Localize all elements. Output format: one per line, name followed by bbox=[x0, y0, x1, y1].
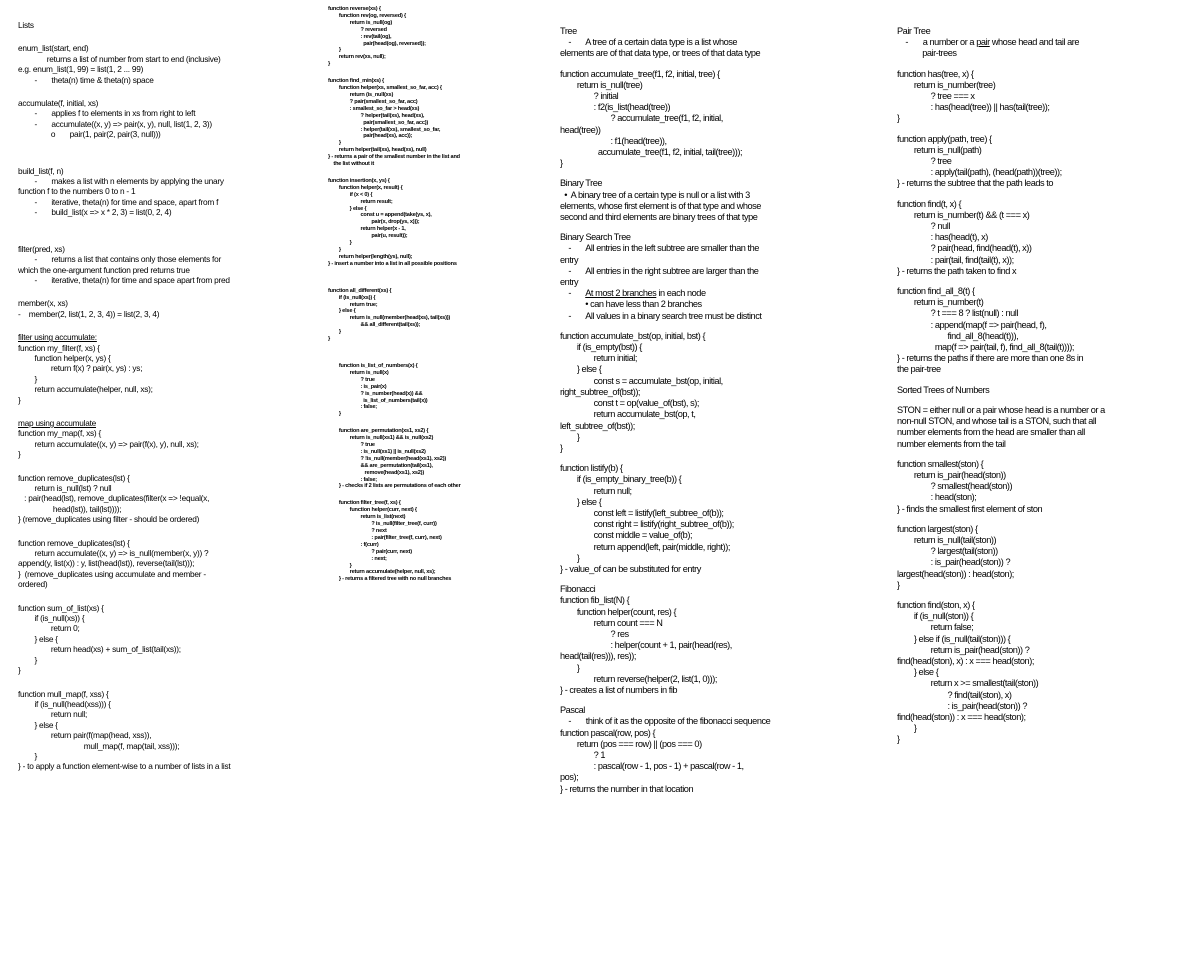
text-line: : false; bbox=[328, 476, 377, 483]
text-line: } else { bbox=[18, 633, 58, 644]
text-line: function smallest(ston) { bbox=[897, 458, 984, 469]
text-line: } else { bbox=[560, 364, 602, 375]
text-line: Lists bbox=[18, 20, 34, 30]
text-line: return pair(f(map(head, xss)), bbox=[18, 730, 152, 741]
text-line bbox=[18, 418, 323, 428]
text-line: return reverse(helper(2, list(1, 0))); bbox=[560, 673, 717, 684]
text-line: - a number or a pair whose head and tail are bbox=[897, 37, 1080, 48]
text-line: - iterative, theta(n) for time and space apart from pred bbox=[18, 274, 230, 285]
text-line bbox=[897, 515, 1193, 524]
text-line bbox=[18, 30, 323, 43]
text-line: if (is_empty(bst)) { bbox=[560, 342, 642, 353]
text-line: return null; bbox=[18, 709, 88, 720]
text-line: left_subtree_of(bst)); bbox=[560, 420, 635, 431]
text-line bbox=[560, 575, 882, 584]
text-line: } - returns the paths if there are more than one 8s in bbox=[897, 353, 1084, 364]
text-line: } - returns the subtree that the path leads to bbox=[897, 178, 1054, 189]
text-line bbox=[560, 322, 882, 331]
text-line: } bbox=[18, 373, 37, 384]
text-line: - applies f to elements in xs from right to left bbox=[18, 108, 196, 119]
text-line: } else { bbox=[897, 667, 939, 678]
text-line: return accumulate((x, y) => is_null(member(x, y)) ? bbox=[18, 548, 209, 559]
text-line: Tree bbox=[560, 26, 577, 36]
text-line: if (is_null(ston)) { bbox=[897, 611, 974, 622]
text-line bbox=[18, 460, 323, 473]
text-line: : false; bbox=[328, 404, 377, 411]
text-line: return rev(xs, null); bbox=[328, 54, 386, 61]
text-line: } else { bbox=[328, 308, 356, 315]
text-line: return is_null(path) bbox=[897, 144, 982, 155]
text-line: return is_null(og) bbox=[328, 19, 393, 26]
text-line: } (remove_duplicates using accumulate and member - bbox=[18, 568, 206, 579]
text-line: return null; bbox=[560, 485, 632, 496]
column-functions bbox=[328, 6, 550, 935]
text-line bbox=[18, 218, 323, 231]
text-line bbox=[18, 405, 323, 418]
text-line: map(f => pair(tail, f), find_all_8(tail(t)))); bbox=[897, 342, 1074, 353]
text-line: } - returns the number in that location bbox=[560, 783, 694, 794]
text-line: return accumulate(helper, null, xs); bbox=[18, 384, 153, 395]
text-line: return count === N bbox=[560, 617, 663, 628]
text-line bbox=[328, 68, 550, 78]
text-line: return is_null(tail(ston)) bbox=[897, 534, 997, 545]
text-line: function find_min(xs) { bbox=[328, 78, 384, 85]
text-line: } bbox=[18, 665, 21, 676]
text-line: } bbox=[328, 140, 341, 147]
text-line: Binary Search Tree bbox=[560, 232, 631, 243]
text-line: function has(tree, x) { bbox=[897, 68, 974, 79]
text-line bbox=[18, 676, 323, 689]
text-line: ? pair(smallest_so_far, acc) bbox=[328, 98, 418, 105]
text-line: return (pos === row) || (pos === 0) bbox=[560, 738, 702, 749]
text-line: function accumulate_tree(f1, f2, initial, tree) { bbox=[560, 68, 720, 79]
text-line: ? res bbox=[560, 628, 629, 639]
text-line bbox=[897, 190, 1193, 199]
text-line: const s = accumulate_bst(op, initial, bbox=[560, 375, 723, 386]
text-line: : is_null(xs1) || is_null(xs2) bbox=[328, 448, 426, 455]
text-line: function apply(path, tree) { bbox=[897, 133, 992, 144]
text-line: : f2(is_list(head(tree)) bbox=[560, 102, 671, 113]
text-line: - All values in a binary search tree must be distinct bbox=[560, 310, 762, 321]
text-line: accumulate_tree(f1, f2, initial, tail(tree))); bbox=[560, 147, 743, 158]
text-line: ? is_null(filter_tree(f, curr)) bbox=[328, 521, 437, 528]
text-line: return false; bbox=[897, 622, 974, 633]
text-line: } bbox=[897, 723, 917, 734]
text-line: return helper(x - 1, bbox=[328, 226, 406, 233]
text-line: ? helper(tail(xs), head(xs), bbox=[328, 112, 425, 119]
text-line: return is_null(lst) ? null bbox=[18, 483, 112, 493]
text-line: append(y, list(x)) : y, list(head(lst)), reverse(tail(lst))); bbox=[18, 558, 195, 569]
text-line: } bbox=[560, 442, 563, 453]
text-line: ? reversed bbox=[328, 26, 387, 33]
text-line: && are_permutation(tail(xs1), bbox=[328, 462, 433, 469]
text-line: } bbox=[328, 562, 352, 569]
text-line bbox=[897, 277, 1193, 286]
text-line bbox=[897, 450, 1193, 459]
text-line: } else { bbox=[328, 205, 367, 212]
text-line bbox=[897, 591, 1193, 600]
text-line: function mull_map(f, xss) { bbox=[18, 688, 109, 699]
text-line: function find(ston, x) { bbox=[897, 599, 975, 610]
text-line: ? largest(tail(ston)) bbox=[897, 546, 998, 557]
text-line: function listify(b) { bbox=[560, 463, 623, 474]
text-line: • A binary tree of a certain type is null or a list with 3 bbox=[560, 189, 750, 200]
text-line: : rev(tail(og), bbox=[328, 33, 392, 40]
text-line bbox=[18, 525, 323, 538]
text-line: ? null bbox=[897, 221, 950, 232]
text-line: entry bbox=[560, 277, 579, 288]
text-line: function are_permutation(xs1, xs2) { bbox=[328, 428, 429, 435]
text-line: function find_all_8(t) { bbox=[897, 286, 975, 297]
underlined-text: filter using accumulate: bbox=[18, 332, 97, 343]
text-line: ? t === 8 ? list(null) : null bbox=[897, 308, 1018, 319]
text-line bbox=[328, 490, 550, 500]
column-lists bbox=[18, 20, 323, 949]
text-line: const left = listify(left_subtree_of(b)); bbox=[560, 507, 724, 518]
text-line: • can have less than 2 branches bbox=[560, 299, 702, 310]
text-line: } bbox=[560, 431, 580, 442]
text-line: } - value_of can be substituted for entry bbox=[560, 563, 701, 574]
text-line: which the one-argument function pred returns true bbox=[18, 264, 190, 275]
text-line bbox=[18, 140, 323, 153]
text-line: : apply(tail(path), (head(path))(tree)); bbox=[897, 167, 1062, 178]
text-line: elements are of that data type, or trees of that data type bbox=[560, 48, 761, 59]
text-line: non-null STON, and whose tail is a STON, such that all bbox=[897, 416, 1097, 427]
text-line: } bbox=[328, 47, 341, 54]
text-line: } bbox=[897, 734, 900, 745]
text-line: function helper(xs, smallest_so_far, acc) { bbox=[328, 85, 442, 92]
text-line: : has(head(tree)) || has(tail(tree)); bbox=[897, 102, 1050, 113]
text-line bbox=[18, 231, 323, 244]
text-line: } - to apply a function element-wise to a number of lists in a list bbox=[18, 761, 231, 772]
text-line bbox=[328, 268, 550, 278]
text-line: ? accumulate_tree(f1, f2, initial, bbox=[560, 113, 723, 124]
text-line: function my_filter(f, xs) { bbox=[18, 342, 100, 353]
text-line: : pair(head(lst), remove_duplicates(filter(x => !equal(x, bbox=[18, 493, 210, 504]
text-line: function helper(x, ys) { bbox=[18, 352, 111, 363]
text-line: o pair(1, pair(2, pair(3, null))) bbox=[18, 129, 161, 140]
text-line: remove(head(xs1), xs2)) bbox=[328, 469, 425, 476]
text-line: const t = op(value_of(bst), s); bbox=[560, 398, 699, 409]
text-line: return is_number(tree) bbox=[897, 79, 996, 90]
text-line: function pascal(row, pos) { bbox=[560, 727, 656, 738]
text-line: function remove_duplicates(lst) { bbox=[18, 472, 130, 483]
text-line bbox=[328, 278, 550, 288]
text-line: return accumulate_bst(op, t, bbox=[560, 409, 696, 420]
text-line: return accumulate((x, y) => pair(f(x), y), null, xs); bbox=[18, 438, 199, 449]
text-line bbox=[897, 60, 1193, 69]
text-line: } else { bbox=[18, 719, 58, 730]
text-line: } bbox=[560, 662, 580, 673]
text-line: ordered) bbox=[18, 579, 48, 590]
text-line: function largest(ston) { bbox=[897, 523, 978, 534]
text-line: : is_pair(x) bbox=[328, 383, 387, 390]
text-line: Pair Tree bbox=[897, 26, 931, 36]
text-line: the list without it bbox=[328, 161, 375, 168]
text-line: return is_pair(head(ston)) ? bbox=[897, 644, 1030, 655]
text-line: pair(x, drop(ys, x))); bbox=[328, 219, 420, 226]
text-line: } bbox=[328, 61, 330, 68]
text-line: const middle = value_of(b); bbox=[560, 530, 693, 541]
text-line: } else { bbox=[560, 496, 602, 507]
text-line: : pascal(row - 1, pos - 1) + pascal(row - 1, bbox=[560, 761, 744, 772]
text-line: function my_map(f, xs) { bbox=[18, 428, 101, 439]
text-line: const u = append(take(ys, x), bbox=[328, 212, 432, 219]
text-line: } bbox=[328, 247, 341, 253]
text-line: } bbox=[18, 750, 37, 761]
text-line: find(head(ston)) : x === head(ston); bbox=[897, 711, 1026, 722]
text-line: number elements from the tail bbox=[897, 438, 1006, 449]
text-line bbox=[18, 153, 323, 166]
text-line: function helper(x, result) { bbox=[328, 184, 403, 191]
text-line: - theta(n) time & theta(n) space bbox=[18, 74, 154, 85]
text-line: Binary Tree bbox=[560, 178, 603, 189]
text-line: ? next bbox=[328, 528, 387, 534]
text-line bbox=[897, 396, 1193, 405]
text-line: : helper(count + 1, pair(head(res), bbox=[560, 640, 732, 651]
text-line: Sorted Trees of Numbers bbox=[897, 384, 990, 395]
text-line bbox=[18, 590, 323, 603]
text-line: function filter_tree(f, xs) { bbox=[328, 500, 401, 507]
text-line: pair-trees bbox=[897, 48, 957, 59]
text-line: } bbox=[328, 329, 341, 336]
text-line: function sum_of_list(xs) { bbox=[18, 602, 104, 613]
text-line bbox=[560, 223, 882, 232]
text-line: member(x, xs) bbox=[18, 298, 68, 309]
text-line: } - finds the smallest first element of ston bbox=[897, 503, 1043, 514]
text-line: if (is_null(head(xss))) { bbox=[18, 698, 111, 709]
underlined-text: map using accumulate bbox=[18, 417, 97, 428]
text-line: return is_list(next) bbox=[328, 514, 406, 521]
text-line: ? !is_null(member(head(xs1), xs2)) bbox=[328, 455, 447, 462]
text-line bbox=[328, 353, 550, 363]
text-line: - At most 2 branches in each node bbox=[560, 288, 706, 299]
text-line: return is_null(member(head(xs), tail(xs))) bbox=[328, 315, 451, 322]
text-line: Fibonacci bbox=[560, 584, 596, 595]
text-line: : pair(filter_tree(f, curr), next) bbox=[328, 534, 442, 541]
text-line: function helper(count, res) { bbox=[560, 606, 677, 617]
text-line: return is_null(tree) bbox=[560, 79, 643, 90]
text-line: return true; bbox=[328, 301, 378, 308]
text-line: second and third elements are binary trees of that type bbox=[560, 212, 758, 223]
text-line: return f(x) ? pair(x, ys) : ys; bbox=[18, 363, 143, 374]
text-line: } - checks if 2 lists are permutations of each other bbox=[328, 483, 461, 490]
text-line: } bbox=[328, 240, 352, 247]
underlined-text: pair bbox=[976, 37, 990, 48]
text-line: } bbox=[897, 579, 900, 590]
text-line: : next; bbox=[328, 555, 387, 562]
text-line: if (is_null(xs)) { bbox=[328, 294, 376, 301]
text-line: ? smallest(head(ston)) bbox=[897, 481, 1013, 492]
text-line: find(head(ston), x) : x === head(ston); bbox=[897, 655, 1034, 666]
text-line: - accumulate((x, y) => pair(x, y), null, list(1, 2, 3)) bbox=[18, 118, 212, 129]
text-line: enum_list(start, end) bbox=[18, 43, 89, 54]
text-line: return 0; bbox=[18, 623, 80, 634]
text-line: STON = either null or a pair whose head is a number or a bbox=[897, 404, 1105, 415]
text-line: ? tree === x bbox=[897, 91, 975, 102]
text-line: ? true bbox=[328, 376, 375, 383]
text-line: } - returns a filtered tree with no null branches bbox=[328, 576, 452, 583]
text-line bbox=[560, 169, 882, 178]
text-line: : has(head(t), x) bbox=[897, 232, 988, 243]
text-line: return helper(length(ys), null); bbox=[328, 253, 413, 260]
text-line bbox=[897, 376, 1193, 385]
text-line bbox=[18, 285, 323, 298]
text-line: entry bbox=[560, 254, 579, 265]
text-line: ? find(tail(ston), x) bbox=[897, 689, 1012, 700]
text-line bbox=[18, 85, 323, 98]
text-line bbox=[560, 696, 882, 705]
text-line: } bbox=[560, 552, 580, 563]
underlined-text: At most 2 branches bbox=[585, 288, 657, 299]
text-line: function rev(og, reversed) { bbox=[328, 12, 406, 19]
text-line: return is_number(t) && (t === x) bbox=[897, 209, 1030, 220]
text-line: - build_list(x => x * 2, 3) = list(0, 2, 4) bbox=[18, 207, 172, 218]
text-line bbox=[560, 60, 882, 69]
text-line: && all_different(tail(xs)); bbox=[328, 322, 421, 329]
text-line: } bbox=[18, 654, 37, 665]
text-line: mull_map(f, map(tail, xss))); bbox=[18, 740, 180, 751]
text-line: function accumulate_bst(op, initial, bst) { bbox=[560, 330, 706, 341]
text-line: : append(map(f => pair(head, f), bbox=[897, 319, 1047, 330]
text-line: accumulate(f, initial, xs) bbox=[18, 98, 99, 109]
text-line: returns a list of number from start to end (inclusive) bbox=[18, 53, 221, 64]
text-line: : pair(tail, find(tail(t), x)); bbox=[897, 254, 1014, 265]
text-line: find_all_8(head(t))), bbox=[897, 330, 1019, 341]
text-line: } else if (is_null(tail(ston))) { bbox=[897, 633, 1011, 644]
text-line: return append(left, pair(middle, right)); bbox=[560, 541, 730, 552]
text-line: build_list(f, n) bbox=[18, 165, 64, 176]
text-line: - makes a list with n elements by applying the unary bbox=[18, 176, 224, 187]
text-line: : is_pair(head(ston)) ? bbox=[897, 557, 1011, 568]
text-line: : f1(head(tree)), bbox=[560, 135, 667, 146]
text-line: } - insert a number into a list in all possible positions bbox=[328, 260, 457, 267]
text-line: pair(smallest_so_far, acc)) bbox=[328, 119, 429, 126]
text-line: head(tree)) bbox=[560, 124, 601, 135]
text-line: } bbox=[897, 113, 900, 124]
text-line: return is_pair(head(ston)) bbox=[897, 469, 1006, 480]
text-line: : is_pair(head(ston)) ? bbox=[897, 700, 1027, 711]
text-line: function remove_duplicates(lst) { bbox=[18, 537, 130, 548]
text-line: return is_null(xs1) && is_null(xs2) bbox=[328, 435, 434, 442]
text-line: number elements from the head are smaller than all bbox=[897, 427, 1085, 438]
text-line bbox=[328, 418, 550, 428]
text-line: ? 1 bbox=[560, 749, 606, 760]
text-line: } bbox=[328, 411, 341, 418]
text-line: } - returns the path taken to find x bbox=[897, 265, 1017, 276]
text-line: ? is_number(head(x)) && bbox=[328, 390, 423, 397]
text-line: filter(pred, xs) bbox=[18, 243, 65, 254]
text-line: return is_null(x) bbox=[328, 369, 389, 376]
text-line bbox=[560, 454, 882, 463]
text-line: } bbox=[560, 158, 563, 169]
text-line: function insertion(x, ys) { bbox=[328, 177, 390, 184]
text-line: return head(xs) + sum_of_list(tail(xs)); bbox=[18, 644, 181, 655]
text-line: ? pair(head, find(head(t), x)) bbox=[897, 243, 1032, 254]
text-line: } - creates a list of numbers in fib bbox=[560, 684, 678, 695]
text-line: function fib_list(N) { bbox=[560, 595, 630, 606]
text-line: return is_number(t) bbox=[897, 297, 984, 308]
text-line: function helper(curr, next) { bbox=[328, 507, 417, 514]
text-line: } - returns a pair of the smallest number in the list and bbox=[328, 154, 460, 161]
text-line: return (is_null(xs) bbox=[328, 91, 394, 98]
text-line: largest(head(ston)) : head(ston); bbox=[897, 568, 1014, 579]
text-line: return x >= smallest(tail(ston)) bbox=[897, 678, 1039, 689]
text-line: : f(curr) bbox=[328, 541, 379, 548]
text-line: - returns a list that contains only those elements for bbox=[18, 254, 221, 265]
text-line: } (remove_duplicates using filter - should be ordered) bbox=[18, 514, 200, 525]
text-line: pair(head(og), reversed)); bbox=[328, 40, 426, 47]
text-line: - A tree of a certain data type is a list whose bbox=[560, 37, 738, 48]
text-line: is_list_of_numbers(tail(x)) bbox=[328, 397, 428, 404]
text-line: right_subtree_of(bst)); bbox=[560, 386, 641, 397]
text-line: ? true bbox=[328, 442, 375, 449]
text-line: : smallest_so_far > head(xs) bbox=[328, 105, 420, 112]
text-line: if (is_null(xs)) { bbox=[18, 613, 85, 624]
text-line: head(tail(res))), res)); bbox=[560, 651, 636, 662]
text-line: pos); bbox=[560, 772, 579, 783]
text-line: ? initial bbox=[560, 91, 619, 102]
text-line: e.g. enum_list(1, 99) = list(1, 2 ... 99) bbox=[18, 64, 144, 75]
text-line: function all_different(xs) { bbox=[328, 287, 392, 294]
text-line: return helper(tail(xs), head(xs), null) bbox=[328, 147, 427, 154]
text-line bbox=[18, 332, 323, 342]
text-line: - All entries in the left subtree are smaller than the bbox=[560, 243, 759, 254]
column-pair-tree bbox=[897, 26, 1193, 955]
text-line: return result; bbox=[328, 198, 393, 205]
column-trees bbox=[560, 26, 882, 955]
text-line: : helper(tail(xs), smallest_so_far, bbox=[328, 126, 441, 133]
text-line: Pascal bbox=[560, 705, 585, 716]
text-line: elements, whose first element is of that type and whose bbox=[560, 200, 761, 211]
text-line bbox=[328, 168, 550, 178]
text-line: : head(ston); bbox=[897, 492, 977, 503]
text-line: return initial; bbox=[560, 353, 637, 364]
text-line: pair(u, result)); bbox=[328, 233, 408, 240]
text-line: if (is_empty_binary_tree(b)) { bbox=[560, 474, 682, 485]
text-line: - iterative, theta(n) for time and space, apart from f bbox=[18, 196, 219, 207]
text-line: function find(t, x) { bbox=[897, 198, 962, 209]
text-line: - All entries in the right subtree are larger than the bbox=[560, 265, 759, 276]
text-line: ? pair(curr, next) bbox=[328, 548, 412, 555]
text-line: if (x < 0) { bbox=[328, 191, 373, 198]
text-line: } bbox=[328, 336, 330, 343]
text-line: function reverse(xs) { bbox=[328, 6, 381, 12]
text-line bbox=[18, 319, 323, 332]
text-line: - member(2, list(1, 2, 3, 4)) = list(2, 3, 4) bbox=[18, 308, 160, 319]
text-line bbox=[328, 343, 550, 353]
text-line: function f to the numbers 0 to n - 1 bbox=[18, 186, 136, 197]
text-line: pair(head(xs), acc)); bbox=[328, 133, 413, 140]
text-line: } bbox=[18, 449, 21, 460]
text-line: ? tree bbox=[897, 156, 952, 167]
text-line: the pair-tree bbox=[897, 364, 941, 375]
text-line: return accumulate(helper, null, xs); bbox=[328, 569, 436, 576]
text-line bbox=[897, 125, 1193, 134]
text-line: - think of it as the opposite of the fibonacci sequence bbox=[560, 716, 771, 727]
text-line: } bbox=[18, 394, 21, 405]
text-line: head(lst)), tail(lst)))); bbox=[18, 503, 122, 514]
text-line: const right = listify(right_subtree_of(b)); bbox=[560, 519, 734, 530]
text-line: function is_list_of_numbers(x) { bbox=[328, 362, 418, 369]
